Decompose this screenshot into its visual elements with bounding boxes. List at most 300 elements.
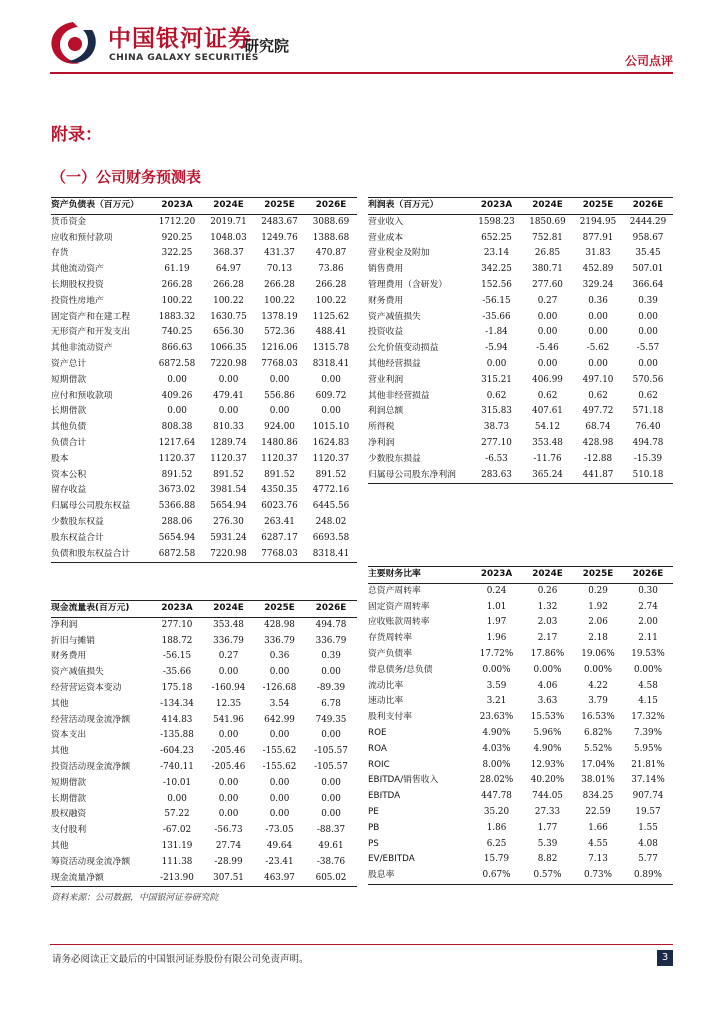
value-cell: 7768.03 bbox=[261, 358, 298, 369]
row-label: 资本支出 bbox=[51, 730, 87, 741]
table-row bbox=[368, 694, 673, 710]
table-row bbox=[368, 404, 673, 420]
value-cell: 0.00% bbox=[634, 664, 662, 675]
value-cell: 0.27 bbox=[537, 295, 558, 306]
value-cell: 5.52% bbox=[584, 743, 612, 754]
value-cell: 23.63% bbox=[479, 712, 514, 723]
value-cell: 494.78 bbox=[315, 619, 347, 630]
value-cell: 4.08 bbox=[638, 838, 658, 849]
value-cell: 6287.17 bbox=[261, 532, 298, 543]
value-cell: 1.86 bbox=[486, 822, 507, 833]
value-cell: 0.00 bbox=[218, 793, 239, 804]
value-cell: 1120.37 bbox=[158, 453, 196, 464]
value-cell: 0.27 bbox=[218, 651, 239, 662]
row-label: PB bbox=[368, 822, 380, 833]
table-row bbox=[368, 389, 673, 405]
value-cell: 76.40 bbox=[635, 422, 661, 433]
value-cell: 1850.69 bbox=[529, 216, 566, 227]
value-cell: 0.00 bbox=[269, 809, 290, 820]
row-label: 利润总额 bbox=[368, 406, 404, 417]
table-row bbox=[51, 823, 357, 839]
value-cell: 2444.29 bbox=[629, 216, 667, 227]
value-cell: 4.06 bbox=[537, 680, 558, 691]
table-row bbox=[368, 679, 673, 695]
value-cell: 3.79 bbox=[588, 696, 608, 707]
year-column-header: 2026E bbox=[623, 567, 673, 584]
value-cell: -205.46 bbox=[211, 761, 246, 772]
table-title-header: 资产负债表（百万元） bbox=[51, 198, 151, 215]
value-cell: 1289.74 bbox=[210, 437, 247, 448]
report-type: 公司点评 bbox=[624, 54, 673, 68]
table-row bbox=[368, 805, 673, 821]
value-cell: 6.78 bbox=[321, 698, 341, 709]
row-label: PS bbox=[368, 838, 379, 849]
value-cell: 0.00 bbox=[269, 777, 290, 788]
value-cell: 4.03% bbox=[482, 743, 511, 754]
value-cell: -740.11 bbox=[160, 761, 194, 772]
row-label: 营业成本 bbox=[368, 232, 404, 243]
value-cell: -105.57 bbox=[314, 761, 348, 772]
table-row bbox=[51, 404, 357, 420]
value-cell: 8318.41 bbox=[312, 358, 350, 369]
value-cell: 3.63 bbox=[537, 696, 558, 707]
data-source-note: 资料来源：公司数据，中国银河证券研究院 bbox=[51, 893, 219, 903]
value-cell: 0.00 bbox=[167, 793, 187, 804]
row-label: 其他 bbox=[51, 746, 69, 757]
value-cell: 15.53% bbox=[530, 712, 565, 723]
table-row bbox=[51, 389, 357, 405]
value-cell: 17.86% bbox=[530, 648, 565, 659]
value-cell: 8.00% bbox=[482, 759, 511, 770]
table-row bbox=[368, 420, 673, 436]
row-label: 经营营运资本变动 bbox=[51, 682, 122, 693]
value-cell: 431.37 bbox=[264, 248, 295, 259]
row-label: 长期借款 bbox=[51, 406, 87, 417]
row-label: ROE bbox=[368, 727, 387, 738]
value-cell: 605.02 bbox=[305, 871, 357, 887]
value-cell: 497.72 bbox=[582, 406, 614, 417]
table-row bbox=[368, 341, 673, 357]
row-label: 营业利润 bbox=[368, 374, 404, 385]
row-label: 留存收益 bbox=[51, 485, 87, 496]
value-cell: 0.00 bbox=[218, 374, 239, 385]
value-cell: 336.79 bbox=[264, 635, 295, 646]
value-cell: 0.57% bbox=[522, 868, 573, 884]
value-cell: 49.61 bbox=[318, 840, 344, 851]
value-cell: 0.00 bbox=[486, 358, 507, 369]
table-row bbox=[368, 663, 673, 679]
row-label: 归属母公司股东净利润 bbox=[368, 468, 471, 484]
value-cell: 277.10 bbox=[481, 437, 512, 448]
table-row bbox=[51, 310, 357, 326]
row-label: 其他非经营损益 bbox=[368, 390, 430, 401]
value-cell: 16.53% bbox=[581, 712, 615, 723]
value-cell: 1378.19 bbox=[261, 311, 298, 322]
value-cell: 4350.35 bbox=[261, 485, 298, 496]
row-label: 货币资金 bbox=[51, 216, 87, 227]
row-label: 投资性房地产 bbox=[51, 295, 104, 306]
value-cell: 1120.37 bbox=[312, 453, 350, 464]
value-cell: 31.83 bbox=[585, 248, 611, 259]
value-cell: 497.10 bbox=[582, 374, 614, 385]
table-row bbox=[51, 744, 357, 760]
value-cell: -28.99 bbox=[214, 856, 243, 867]
value-cell: 0.89% bbox=[623, 868, 673, 884]
value-cell: -56.73 bbox=[214, 825, 243, 836]
value-cell: 4.58 bbox=[638, 680, 658, 691]
row-label: 其他流动资产 bbox=[51, 264, 104, 275]
value-cell: 1624.83 bbox=[312, 437, 350, 448]
value-cell: 2.06 bbox=[588, 617, 608, 628]
value-cell: 406.99 bbox=[532, 374, 563, 385]
value-cell: 488.41 bbox=[315, 327, 347, 338]
value-cell: 0.73% bbox=[573, 868, 623, 884]
year-column-header: 2026E bbox=[623, 198, 673, 215]
balance-sheet-table bbox=[51, 197, 357, 563]
value-cell: 4.55 bbox=[588, 838, 608, 849]
row-label: 其他 bbox=[51, 698, 69, 709]
value-cell: 441.87 bbox=[573, 468, 623, 484]
value-cell: 1120.37 bbox=[210, 453, 247, 464]
value-cell: 0.00 bbox=[269, 406, 290, 417]
value-cell: 494.78 bbox=[632, 437, 664, 448]
row-label: 少数股东损益 bbox=[368, 453, 421, 464]
value-cell: 1883.32 bbox=[158, 311, 196, 322]
value-cell: -126.68 bbox=[262, 682, 297, 693]
value-cell: 0.00 bbox=[321, 667, 341, 678]
table-row bbox=[51, 468, 357, 484]
value-cell: 2.74 bbox=[638, 601, 658, 612]
row-label: 筹资活动现金流净额 bbox=[51, 856, 131, 867]
table-row bbox=[51, 515, 357, 531]
value-cell: 0.00 bbox=[218, 809, 239, 820]
value-cell: 810.33 bbox=[213, 422, 244, 433]
value-cell: 0.00% bbox=[482, 664, 511, 675]
table-row bbox=[368, 325, 673, 341]
value-cell: 1.55 bbox=[638, 822, 658, 833]
value-cell: 0.62 bbox=[588, 390, 608, 401]
value-cell: 68.74 bbox=[585, 422, 611, 433]
table-row bbox=[368, 631, 673, 647]
value-cell: 1249.76 bbox=[261, 232, 298, 243]
value-cell: -5.62 bbox=[586, 343, 610, 354]
value-cell: 0.00 bbox=[269, 374, 290, 385]
value-cell: -89.39 bbox=[316, 682, 346, 693]
row-label: 固定资产周转率 bbox=[368, 601, 430, 612]
value-cell: 0.00 bbox=[588, 358, 608, 369]
value-cell: 1480.86 bbox=[261, 437, 298, 448]
value-cell: 556.86 bbox=[264, 390, 295, 401]
table-row bbox=[368, 821, 673, 837]
value-cell: 277.10 bbox=[161, 619, 193, 630]
row-label: 投资活动现金流净额 bbox=[51, 761, 131, 772]
value-cell: 366.64 bbox=[632, 279, 664, 290]
value-cell: 2194.95 bbox=[579, 216, 617, 227]
brand-name-en: CHINA GALAXY SECURITIES bbox=[109, 52, 259, 63]
table-row bbox=[51, 634, 357, 650]
value-cell: 35.20 bbox=[483, 806, 510, 817]
table-row bbox=[51, 713, 357, 729]
row-label: 经营活动现金流净额 bbox=[51, 714, 131, 725]
value-cell: 3.54 bbox=[269, 698, 290, 709]
value-cell: -15.39 bbox=[633, 453, 663, 464]
value-cell: 0.67% bbox=[471, 868, 522, 884]
value-cell: 0.00 bbox=[218, 406, 239, 417]
table-header-row bbox=[368, 567, 673, 584]
value-cell: 0.00 bbox=[537, 358, 558, 369]
value-cell: 1315.78 bbox=[312, 343, 350, 354]
table-row bbox=[51, 357, 357, 373]
row-label: 总资产周转率 bbox=[368, 585, 421, 596]
value-cell: 276.30 bbox=[213, 516, 244, 527]
value-cell: 248.02 bbox=[315, 516, 347, 527]
value-cell: 1120.37 bbox=[261, 453, 298, 464]
value-cell: 342.25 bbox=[481, 264, 512, 275]
value-cell: 152.56 bbox=[481, 279, 512, 290]
table-row bbox=[51, 855, 357, 871]
year-column-header: 2025E bbox=[573, 567, 623, 584]
value-cell: -35.66 bbox=[162, 667, 192, 678]
value-cell: 571.18 bbox=[632, 406, 664, 417]
row-label: 少数股东权益 bbox=[51, 516, 104, 527]
row-label: 应收账款周转率 bbox=[368, 617, 430, 628]
row-label: 无形资产和开发支出 bbox=[51, 327, 131, 338]
value-cell: 0.00 bbox=[638, 311, 658, 322]
value-cell: 866.63 bbox=[161, 343, 193, 354]
value-cell: -5.46 bbox=[536, 343, 559, 354]
row-label: 股权融资 bbox=[51, 809, 87, 820]
row-label: 长期股权投资 bbox=[51, 279, 104, 290]
disclaimer-link[interactable]: 请务必阅读正文最后的中国银河证券股份有限公司免责声明。 bbox=[52, 954, 309, 965]
table-row bbox=[51, 325, 357, 341]
value-cell: 17.32% bbox=[631, 712, 665, 723]
table-row bbox=[51, 547, 357, 563]
page-header bbox=[0, 0, 724, 80]
row-label: EV/EBITDA bbox=[368, 854, 415, 865]
value-cell: 6.25 bbox=[486, 838, 507, 849]
value-cell: 266.28 bbox=[213, 279, 244, 290]
row-label: EBITDA/销售收入 bbox=[368, 775, 439, 786]
value-cell: 266.28 bbox=[264, 279, 295, 290]
value-cell: 740.25 bbox=[161, 327, 193, 338]
row-label: 长期借款 bbox=[51, 793, 87, 804]
table-row bbox=[368, 647, 673, 663]
value-cell: 17.72% bbox=[479, 648, 514, 659]
value-cell: -10.01 bbox=[162, 777, 192, 788]
value-cell: 0.00 bbox=[638, 327, 658, 338]
value-cell: 35.45 bbox=[635, 248, 661, 259]
value-cell: 73.86 bbox=[318, 264, 344, 275]
table-row bbox=[368, 726, 673, 742]
value-cell: 0.62 bbox=[486, 390, 507, 401]
value-cell: -1.84 bbox=[485, 327, 508, 338]
value-cell: 1125.62 bbox=[312, 311, 350, 322]
value-cell: 7220.98 bbox=[210, 358, 247, 369]
value-cell: -155.62 bbox=[262, 761, 297, 772]
value-cell: 0.00 bbox=[588, 311, 608, 322]
footer-divider bbox=[50, 944, 673, 945]
table-row bbox=[51, 231, 357, 247]
value-cell: 510.18 bbox=[623, 468, 673, 484]
value-cell: 1.97 bbox=[486, 617, 507, 628]
value-cell: 749.35 bbox=[315, 714, 347, 725]
value-cell: 570.56 bbox=[632, 374, 664, 385]
value-cell: 0.00% bbox=[584, 664, 612, 675]
value-cell: 40.20% bbox=[530, 775, 565, 786]
value-cell: 64.97 bbox=[215, 264, 242, 275]
row-label: 负债合计 bbox=[51, 437, 87, 448]
value-cell: 609.72 bbox=[315, 390, 347, 401]
value-cell: 0.00 bbox=[537, 311, 558, 322]
value-cell: 0.36 bbox=[588, 295, 608, 306]
row-label: 股东权益合计 bbox=[51, 532, 104, 543]
value-cell: -73.05 bbox=[265, 825, 294, 836]
value-cell: 19.53% bbox=[631, 648, 665, 659]
value-cell: 336.79 bbox=[315, 635, 347, 646]
value-cell: 1015.10 bbox=[312, 422, 350, 433]
table-row bbox=[51, 420, 357, 436]
value-cell: 0.24 bbox=[486, 585, 507, 596]
row-label: 应付和预收款项 bbox=[51, 390, 113, 401]
table-row bbox=[368, 294, 673, 310]
table-row bbox=[368, 710, 673, 726]
value-cell: 1630.75 bbox=[210, 311, 247, 322]
value-cell: 329.24 bbox=[582, 279, 614, 290]
table-row bbox=[368, 852, 673, 868]
value-cell: -105.57 bbox=[314, 746, 348, 757]
value-cell: 28.02% bbox=[479, 775, 514, 786]
value-cell: 100.22 bbox=[161, 295, 193, 306]
value-cell: 3088.69 bbox=[312, 216, 350, 227]
row-label: 现金流量净额 bbox=[51, 871, 151, 887]
table-row bbox=[368, 262, 673, 278]
table-row bbox=[51, 681, 357, 697]
value-cell: 7768.03 bbox=[254, 547, 305, 563]
value-cell: 428.98 bbox=[264, 619, 295, 630]
value-cell: 2019.71 bbox=[210, 216, 247, 227]
value-cell: -205.46 bbox=[211, 746, 246, 757]
table-header-row bbox=[51, 601, 357, 618]
table-header-row bbox=[368, 198, 673, 215]
row-label: 管理费用（含研发） bbox=[368, 279, 448, 290]
value-cell: 283.63 bbox=[471, 468, 522, 484]
row-label: ROA bbox=[368, 743, 387, 754]
table-row bbox=[51, 214, 357, 230]
value-cell: 3673.02 bbox=[158, 485, 196, 496]
row-label: 流动比率 bbox=[368, 680, 404, 691]
value-cell: 642.99 bbox=[264, 714, 295, 725]
year-column-header: 2025E bbox=[254, 601, 305, 618]
value-cell: 407.61 bbox=[532, 406, 563, 417]
value-cell: -6.53 bbox=[485, 453, 508, 464]
row-label: 股本 bbox=[51, 453, 69, 464]
value-cell: 54.12 bbox=[534, 422, 561, 433]
value-cell: 428.98 bbox=[582, 437, 614, 448]
table-row bbox=[368, 600, 673, 616]
value-cell: 266.28 bbox=[161, 279, 193, 290]
value-cell: 808.38 bbox=[161, 422, 193, 433]
table-row bbox=[368, 837, 673, 853]
value-cell: 365.24 bbox=[522, 468, 573, 484]
value-cell: 38.73 bbox=[483, 422, 510, 433]
value-cell: 3.21 bbox=[486, 696, 507, 707]
value-cell: 0.00 bbox=[321, 777, 341, 788]
value-cell: 891.52 bbox=[161, 469, 193, 480]
value-cell: 0.39 bbox=[638, 295, 658, 306]
value-cell: 572.36 bbox=[264, 327, 295, 338]
row-label: 营业收入 bbox=[368, 216, 404, 227]
value-cell: 19.57 bbox=[635, 806, 661, 817]
year-column-header: 2024E bbox=[203, 198, 254, 215]
value-cell: 479.41 bbox=[213, 390, 244, 401]
value-cell: 2.00 bbox=[638, 617, 658, 628]
row-label: 财务费用 bbox=[368, 295, 404, 306]
table-row bbox=[368, 452, 673, 468]
value-cell: -5.94 bbox=[485, 343, 508, 354]
table-row bbox=[51, 697, 357, 713]
table-row bbox=[368, 231, 673, 247]
value-cell: 452.89 bbox=[582, 264, 614, 275]
brand-name-cn: 中国银河证券 bbox=[108, 26, 252, 52]
value-cell: 1.77 bbox=[537, 822, 558, 833]
section-title: （一）公司财务预测表 bbox=[51, 168, 202, 186]
value-cell: 652.25 bbox=[481, 232, 512, 243]
financial-ratios-table bbox=[368, 566, 673, 885]
value-cell: -5.57 bbox=[636, 343, 660, 354]
table-row bbox=[368, 773, 673, 789]
year-column-header: 2024E bbox=[522, 198, 573, 215]
year-column-header: 2023A bbox=[471, 567, 522, 584]
value-cell: 0.00 bbox=[321, 374, 341, 385]
value-cell: -11.76 bbox=[533, 453, 562, 464]
value-cell: 277.60 bbox=[532, 279, 563, 290]
value-cell: 4.90% bbox=[482, 727, 511, 738]
year-column-header: 2023A bbox=[151, 198, 203, 215]
value-cell: 920.25 bbox=[161, 232, 193, 243]
value-cell: 1388.68 bbox=[312, 232, 350, 243]
brand-subtitle: 研究院 bbox=[244, 37, 290, 55]
value-cell: 27.74 bbox=[215, 840, 242, 851]
table-title-header: 现金流量表(百万元) bbox=[51, 601, 151, 618]
table-row bbox=[368, 789, 673, 805]
value-cell: -604.23 bbox=[160, 746, 194, 757]
value-cell: -213.90 bbox=[151, 871, 203, 887]
value-cell: 380.71 bbox=[532, 264, 563, 275]
row-label: PE bbox=[368, 806, 379, 817]
table-row bbox=[368, 436, 673, 452]
value-cell: 57.22 bbox=[164, 809, 190, 820]
value-cell: 12.35 bbox=[215, 698, 242, 709]
value-cell: 6.82% bbox=[584, 727, 612, 738]
value-cell: 752.81 bbox=[532, 232, 563, 243]
row-label: 折旧与摊销 bbox=[51, 635, 95, 646]
value-cell: 0.00 bbox=[321, 809, 341, 820]
table-row bbox=[51, 871, 357, 887]
value-cell: 6023.76 bbox=[261, 501, 298, 512]
value-cell: 38.01% bbox=[581, 775, 615, 786]
value-cell: -35.66 bbox=[482, 311, 511, 322]
value-cell: 100.22 bbox=[213, 295, 244, 306]
cash-flow-table bbox=[51, 600, 357, 887]
value-cell: 5.95% bbox=[634, 743, 662, 754]
appendix-title: 附录： bbox=[51, 125, 102, 145]
value-cell: 7.39% bbox=[634, 727, 662, 738]
row-label: 公允价值变动损益 bbox=[368, 343, 439, 354]
value-cell: 2483.67 bbox=[261, 216, 298, 227]
row-label: 应收和预付款项 bbox=[51, 232, 113, 243]
value-cell: 1.92 bbox=[588, 601, 608, 612]
value-cell: 0.00 bbox=[321, 793, 341, 804]
